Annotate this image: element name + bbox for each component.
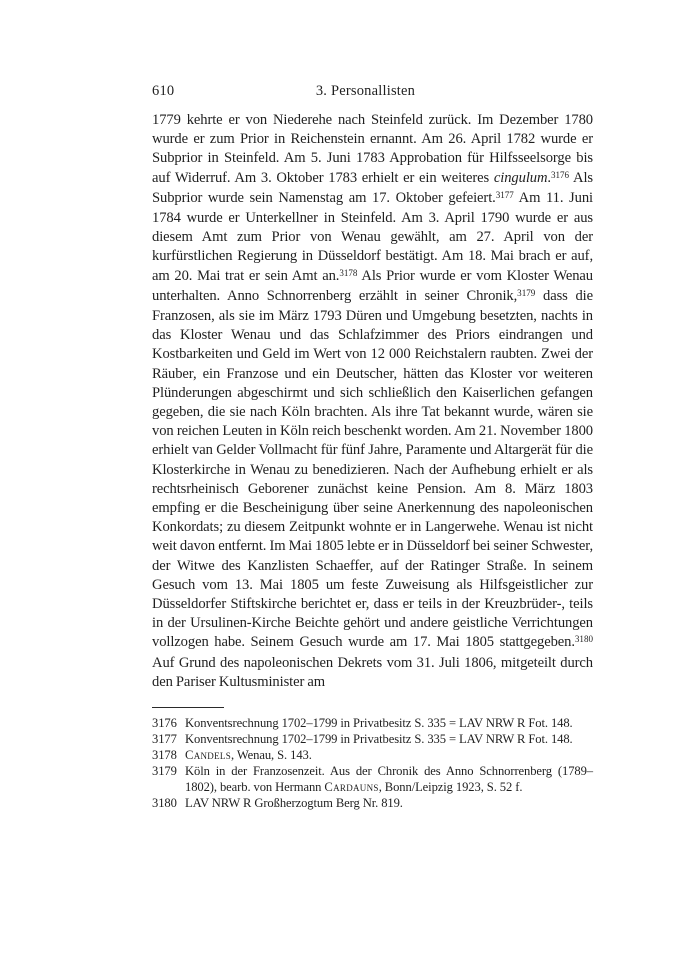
text-run-italic: cingulum: [493, 169, 548, 186]
text-run: LAV NRW R Großherzogtum Berg Nr. 819.: [185, 796, 403, 810]
footnote-item: [152, 795, 593, 811]
page-number: 610: [152, 83, 175, 99]
text-run: Konventsrechnung 1702–1799 in Privatbesitz S. 335 = LAV NRW R Fot. 148.: [185, 732, 573, 746]
text-run: .: [547, 169, 551, 186]
body-paragraph: [152, 111, 593, 692]
text-run: Am 11. Juni 1784 wurde er Unterkellner in Steinfeld. Am 3. April 1790 wurde er aus diesem Amt zum Prior von Wenau gewählt, am 27. April von der kurfürstlichen Regierung in Düsseldorf bestätigt. Am 18. Mai brach er auf, am 20. Mai trat er sein Amt an.: [152, 189, 593, 284]
text-run-sup: 3179: [517, 287, 536, 298]
footnote-text: [185, 731, 593, 747]
footnote-number: 3177: [152, 732, 177, 746]
text-run: , Bonn/Leipzig 1923, S. 52 f.: [378, 780, 523, 794]
text-run-sup: 3177: [495, 189, 514, 200]
text-run: Konventsrechnung 1702–1799 in Privatbesitz S. 335 = LAV NRW R Fot. 148.: [185, 716, 573, 730]
footnote-number: 3176: [152, 716, 177, 730]
text-run: , Wenau, S. 143.: [231, 748, 312, 762]
footnote-number: 3178: [152, 748, 177, 762]
footnote-item: [152, 731, 593, 747]
footnote-text: [185, 715, 593, 731]
text-run: dass die Franzosen, als sie im März 1793 Düren und Umgebung besetzten, nachts in das Kloster Wenau und das Schlafzimmer des Priors eindrangen und Kostbarkeiten und Geld im Wert von 12 000 Reichstalern raubten. Zwei der Räuber, ein Franzose und ein Deutscher, hätten das Kloster vor weiteren Plünderungen abgeschirmt und sich schließlich den Kaiserlichen gefangen gegeben, die sie nach Köln brachten. Als ihre Tat bekannt wurde, wären sie von reichen Leuten in Köln reich beschenkt worden. Am 21. November 1800 erhielt van Gelder Vollmacht für fünf Jahre, Paramente und Altargerät für die Klosterkirche in Wenau zu benedizieren. Nach der Aufhebung erhielt er als rechtsrheinisch Geborener zunächst keine Pension. Am 8. März 1803 empfing er die Bescheinigung über seine Anerkennung des napoleonischen Konkordats; zu diesem Zeitpunkt wohnte er in Langerwehe. Wenau ist nicht weit davon entfernt. Im Mai 1805 lebte er in Düsseldorf bei seiner Schwester, der Witwe des Kanzlisten Schaeffer, auf der Ratinger Straße. In seinem Gesuch vom 13. Mai 1805 um feste Zuweisung als Hilfsgeistlicher zur Düsseldorfer Stiftskirche berichtet er, dass er teils in der Kreuzbrüder-, teils in der Ursulinen-Kirche Beichte gehört und andere geistliche Verrichtungen vollzogen habe. Seinem Gesuch wurde am 17. Mai 1805 stattgegeben.: [152, 287, 594, 651]
footnote-list: [152, 715, 593, 811]
running-head: [152, 83, 593, 102]
footnote-text: [185, 795, 593, 811]
footnote-number: 3180: [152, 796, 177, 810]
text-run-sup: 3180: [574, 634, 593, 645]
footnote-text: [185, 763, 593, 795]
footnote-item: [152, 763, 593, 795]
text-run-smallcaps: Cardauns: [324, 780, 379, 794]
footnote-separator-rule: [152, 707, 224, 708]
text-run: Auf Grund des napoleonischen Dekrets vom 31. Juli 1806, mitgeteilt durch den Pariser Kultusminister am: [152, 654, 593, 690]
text-run: Köln in der Franzosenzeit. Aus der Chronik des Anno Schnorrenberg (1789–1802), bearb. von Hermann: [185, 764, 593, 794]
text-run-sup: 3178: [339, 267, 358, 278]
footnote-text: [185, 747, 593, 763]
footnote-item: [152, 747, 593, 763]
text-run: 1779 kehrte er von Niederehe nach Steinfeld zurück. Im Dezember 1780 wurde er zum Prior in Reichenstein ernannt. Am 26. April 1782 wurde er Subprior in Steinfeld. Am 5. Juni 1783 Approbation für Hilfsseelsorge bis auf Widerruf. Am 3. Oktober 1783 erhielt er ein weiteres: [152, 112, 593, 186]
text-run: Als Prior wurde er vom Kloster Wenau unterhalten. Anno Schnorrenberg erzählt in seiner Chronik,: [152, 267, 593, 304]
footnote-item: [152, 715, 593, 731]
footnote-section: [152, 707, 593, 811]
footnote-number: 3179: [152, 764, 177, 778]
text-run-sup: 3176: [550, 169, 570, 180]
text-run-smallcaps: Candels: [185, 748, 231, 762]
section-title: 3. Personallisten: [315, 83, 416, 99]
text-run: Als Subprior wurde sein Namenstag am 17. Oktober gefeiert.: [152, 169, 593, 206]
